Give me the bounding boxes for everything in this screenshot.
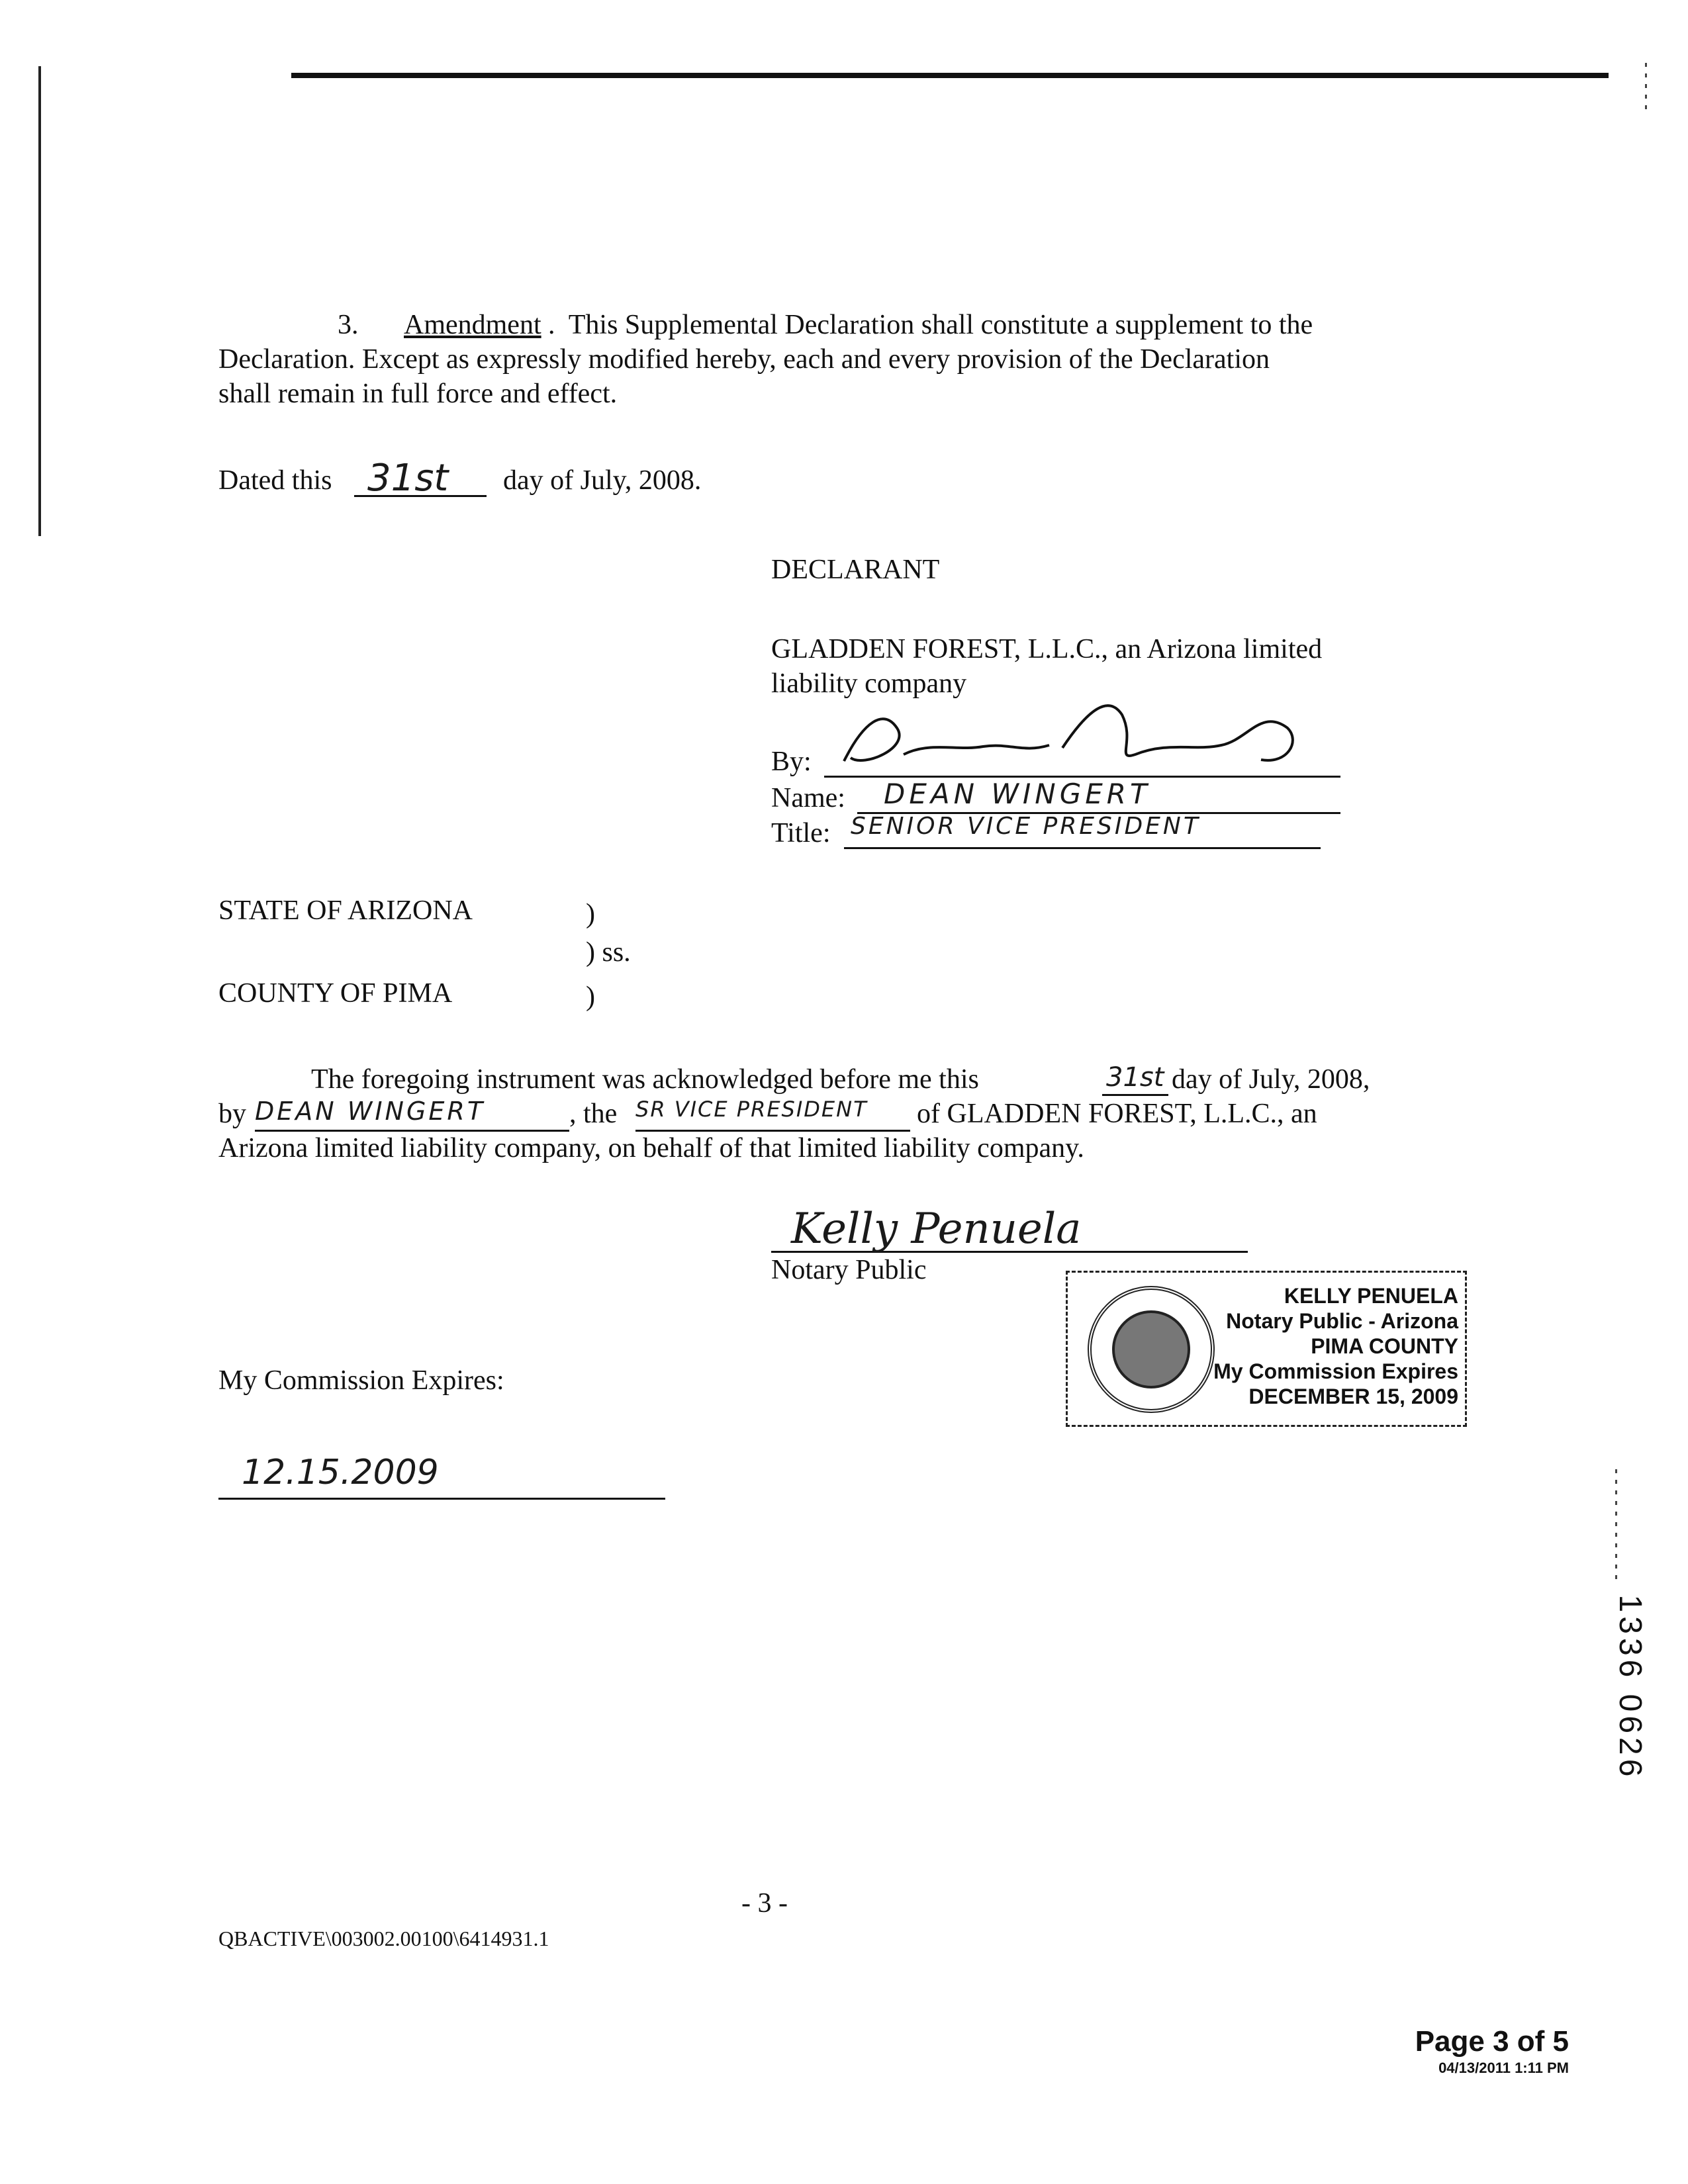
by-label: By: [771, 747, 812, 777]
venue-state: STATE OF ARIZONA [218, 895, 473, 926]
ack-the: , the [569, 1099, 618, 1129]
notary-label: Notary Public [771, 1255, 927, 1285]
page-of: Page 3 of 5 [1415, 2025, 1569, 2058]
venue-paren: ) [586, 981, 595, 1012]
commission-date-line [218, 1453, 665, 1500]
declarant-heading: DECLARANT [771, 555, 940, 585]
stamp-date: DECEMBER 15, 2009 [1248, 1385, 1458, 1408]
ack-title-handwriting: SR VICE PRESIDENT [635, 1097, 868, 1122]
ack-day-handwriting: 31st [1106, 1062, 1164, 1093]
ack-title-field [635, 1097, 910, 1132]
scan-dots [1645, 63, 1647, 116]
title-label: Title: [771, 818, 831, 848]
ack-by: by [218, 1099, 246, 1129]
stamp-line2: Notary Public - Arizona [1226, 1309, 1458, 1333]
dated-day-handwriting: 31st [367, 457, 449, 500]
company-line1: GLADDEN FOREST, L.L.C., an Arizona limited [771, 634, 1323, 664]
section-text-line3: shall remain in full force and effect. [218, 379, 618, 409]
page-number: - 3 - [741, 1888, 788, 1919]
notary-signature-line [771, 1205, 1248, 1253]
doc-id: QBACTIVE\003002.00100\6414931.1 [218, 1927, 549, 1950]
commission-label: My Commission Expires: [218, 1365, 504, 1396]
timestamp: 04/13/2011 1:11 PM [1438, 2060, 1569, 2076]
stamp-name: KELLY PENUELA [1284, 1284, 1458, 1308]
section-number: 3. [338, 310, 359, 340]
declarant-signature [824, 682, 1340, 774]
name-label: Name: [771, 783, 845, 813]
state-seal-icon [1088, 1286, 1215, 1413]
stamp-line4: My Commission Expires [1213, 1359, 1458, 1383]
ack-by-handwriting: DEAN WINGERT [255, 1097, 486, 1126]
ack-line2-end: of GLADDEN FOREST, L.L.C., an [917, 1099, 1317, 1129]
ack-line1-end: day of July, 2008, [1172, 1064, 1370, 1095]
ack-by-field [255, 1097, 569, 1132]
title-handwriting: SENIOR VICE PRESIDENT [851, 813, 1201, 840]
dated-suffix: day of July, 2008. [503, 465, 702, 496]
name-handwriting: DEAN WINGERT [884, 778, 1151, 810]
name-line [857, 778, 1340, 814]
venue-county: COUNTY OF PIMA [218, 978, 453, 1009]
ack-line3: Arizona limited liability company, on behalf of that limited liability company. [218, 1133, 1084, 1163]
section-heading: Amendment [404, 310, 541, 340]
company-line2: liability company [771, 668, 967, 699]
stamp-county: PIMA COUNTY [1311, 1334, 1458, 1358]
scan-border-line [291, 73, 1609, 78]
commission-date-handwriting: 12.15.2009 [242, 1453, 439, 1492]
dated-day-field [354, 457, 487, 500]
section-text-line2: Declaration. Except as expressly modified hereby, each and every provision of the Declaration [218, 344, 1270, 375]
ack-day-field [1102, 1062, 1168, 1096]
notary-signature: Kelly Penuela [791, 1205, 1082, 1253]
scan-edge-line [38, 66, 41, 536]
notary-stamp [1066, 1271, 1467, 1427]
venue-paren: ) [586, 899, 595, 929]
ack-line1-start: The foregoing instrument was acknowledged before me this [311, 1064, 979, 1095]
dated-prefix: Dated this [218, 465, 332, 496]
title-line [844, 813, 1321, 849]
section-text-line1: . This Supplemental Declaration shall constitute a supplement to the [548, 310, 1313, 340]
venue-ss: ) ss. [586, 937, 631, 968]
signature-line [824, 741, 1340, 778]
stamp-text [1213, 1283, 1458, 1409]
recording-number: 1336 0626 [1613, 1594, 1648, 1781]
